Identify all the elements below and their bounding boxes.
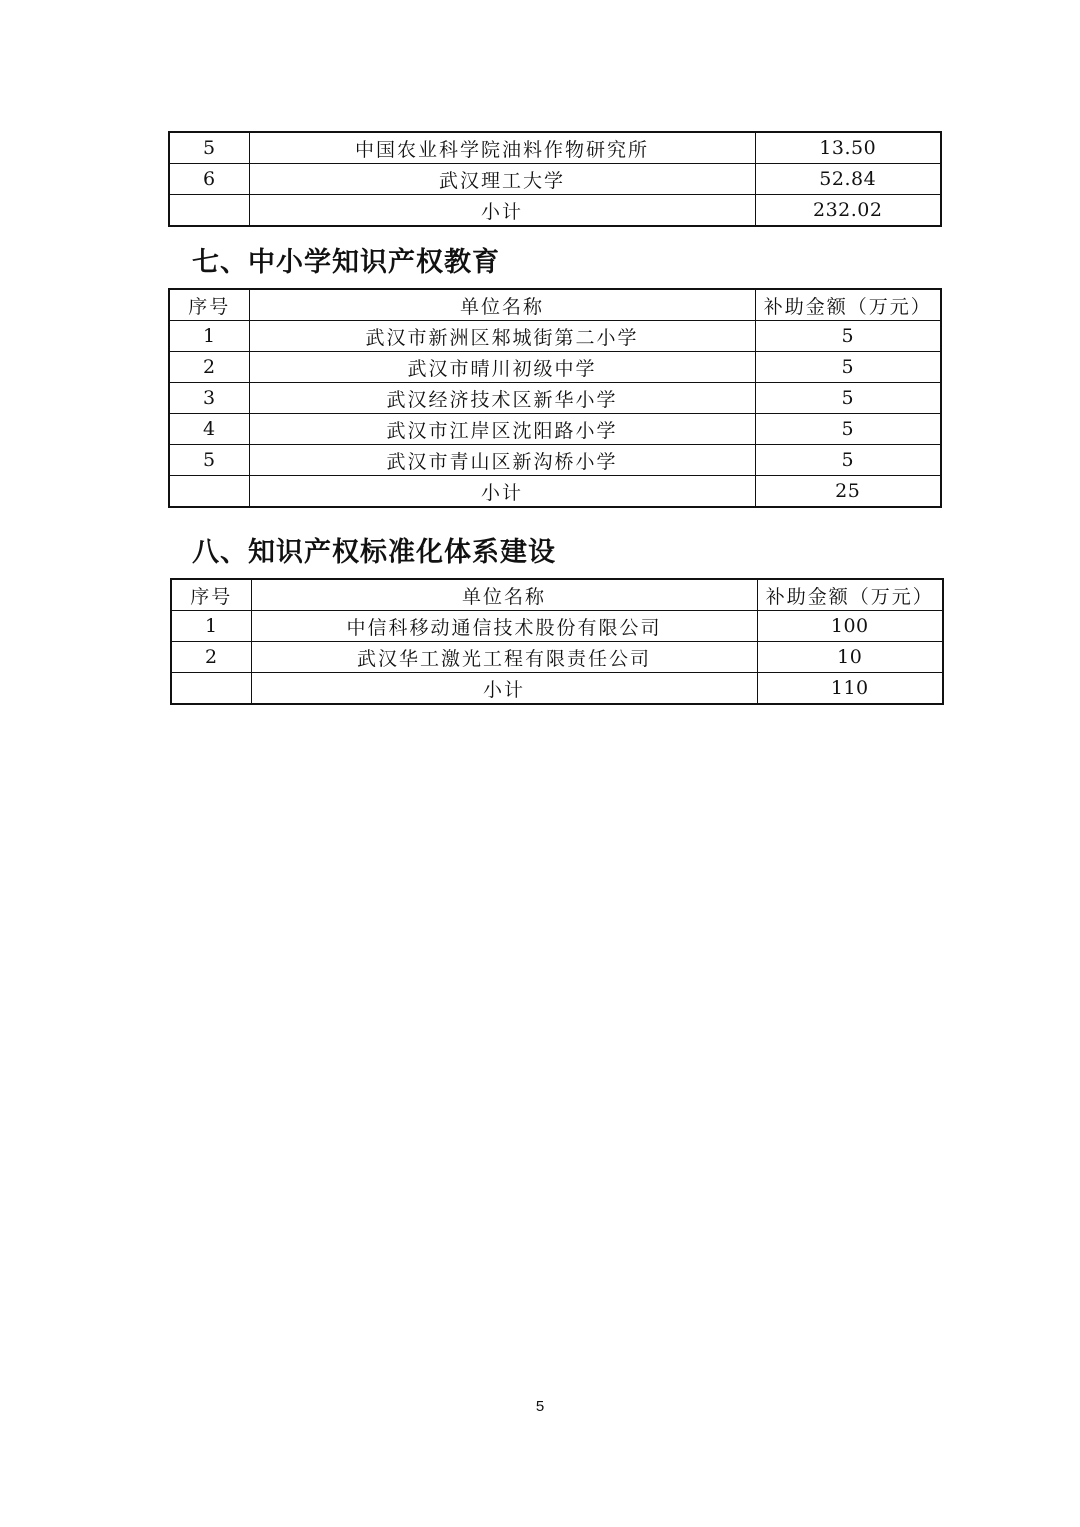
section-heading-7: 七、中小学知识产权教育 <box>192 247 500 278</box>
unit-name-cell: 武汉经济技术区新华小学 <box>249 383 755 414</box>
column-header-name: 单位名称 <box>249 289 755 321</box>
unit-name-cell: 武汉市江岸区沈阳路小学 <box>249 414 755 445</box>
table-header-row <box>169 289 941 321</box>
section-heading-8: 八、知识产权标准化体系建设 <box>192 537 556 568</box>
serial-number-cell: 6 <box>169 164 249 195</box>
table-row <box>169 132 941 164</box>
table-row <box>171 642 943 673</box>
unit-name-cell: 武汉华工激光工程有限责任公司 <box>251 642 757 673</box>
table-row <box>169 383 941 414</box>
subtotal-label: 小计 <box>249 476 755 508</box>
subtotal-row <box>169 476 941 508</box>
column-header-no: 序号 <box>169 289 249 321</box>
amount-cell: 5 <box>755 383 941 414</box>
table-row <box>169 445 941 476</box>
subtotal-value: 25 <box>755 476 941 508</box>
column-header-name: 单位名称 <box>251 579 757 611</box>
amount-cell: 100 <box>757 611 943 642</box>
funding-table-continued <box>168 131 942 227</box>
column-header-no: 序号 <box>171 579 251 611</box>
table-header-row <box>171 579 943 611</box>
table-row <box>169 414 941 445</box>
unit-name-cell: 武汉市新洲区邾城街第二小学 <box>249 321 755 352</box>
serial-number-cell: 5 <box>169 132 249 164</box>
amount-cell: 5 <box>755 414 941 445</box>
unit-name-cell: 中信科移动通信技术股份有限公司 <box>251 611 757 642</box>
column-header-amount: 补助金额（万元） <box>757 579 943 611</box>
subtotal-row <box>169 195 941 227</box>
empty-cell <box>169 195 249 227</box>
amount-cell: 10 <box>757 642 943 673</box>
funding-table-section-7 <box>168 288 942 508</box>
unit-name-cell: 武汉理工大学 <box>249 164 755 195</box>
page-number: 5 <box>535 1398 545 1415</box>
funding-table-section-8 <box>170 578 944 705</box>
empty-cell <box>171 673 251 705</box>
amount-cell: 5 <box>755 445 941 476</box>
serial-number-cell: 1 <box>171 611 251 642</box>
table-row <box>169 321 941 352</box>
serial-number-cell: 3 <box>169 383 249 414</box>
unit-name-cell: 武汉市晴川初级中学 <box>249 352 755 383</box>
table-row <box>169 164 941 195</box>
subtotal-value: 110 <box>757 673 943 705</box>
amount-cell: 52.84 <box>755 164 941 195</box>
amount-cell: 5 <box>755 321 941 352</box>
unit-name-cell: 武汉市青山区新沟桥小学 <box>249 445 755 476</box>
column-header-amount: 补助金额（万元） <box>755 289 941 321</box>
subtotal-value: 232.02 <box>755 195 941 227</box>
amount-cell: 13.50 <box>755 132 941 164</box>
table-row <box>169 352 941 383</box>
unit-name-cell: 中国农业科学院油料作物研究所 <box>249 132 755 164</box>
subtotal-label: 小计 <box>251 673 757 705</box>
subtotal-row <box>171 673 943 705</box>
amount-cell: 5 <box>755 352 941 383</box>
serial-number-cell: 2 <box>171 642 251 673</box>
table-row <box>171 611 943 642</box>
serial-number-cell: 2 <box>169 352 249 383</box>
subtotal-label: 小计 <box>249 195 755 227</box>
serial-number-cell: 1 <box>169 321 249 352</box>
serial-number-cell: 4 <box>169 414 249 445</box>
serial-number-cell: 5 <box>169 445 249 476</box>
empty-cell <box>169 476 249 508</box>
